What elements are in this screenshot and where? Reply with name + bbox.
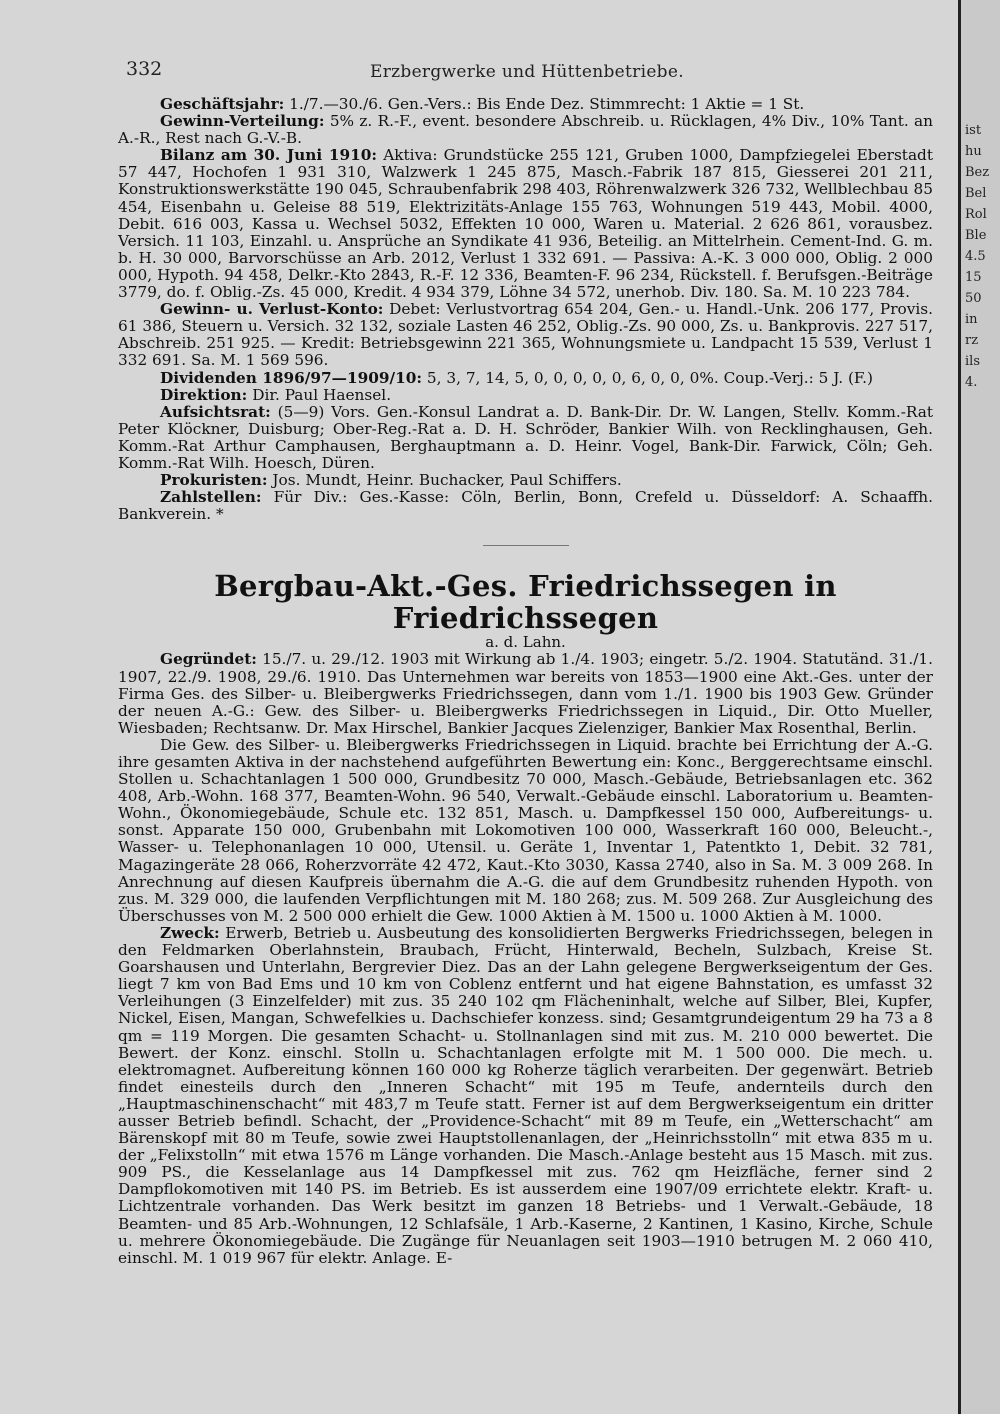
purpose-text: Erwerb, Betrieb u. Ausbeutung des konsolidierten Bergwerks Friedrichssegen, belegen in den Feldmarken Oberlahnstein, Braubach, Frücht, Hinterwald, Becheln, Sulzbach, Kreise St. Goarshausen und Unterlahn, Bergrevier Diez. Das an der Lahn gelegene Bergwerkseigentum der Ges. liegt 7 km von Bad Ems und 10 km von Coblenz entfernt und hat eigene Bahnstation, es umfasst 32 Verleihungen (3 Einzelfelder) mit zus. 35 240 102 qm Flächeninhalt, welche auf Silber, Blei, Kupfer, Nickel, Eisen, Mangan, Schwefelkies u. Dachschiefer konzess. sind; Gesamtgrundeigentum 29 ha 73 a 8 qm = 119 Morgen. Die gesamten Schacht- u. Stollnanlagen sind mit zus. M. 210 000 bewertet. Die Bewert. der Konz. einschl. Stolln u. Schachtanlagen erfolgte mit M. 1 500 000. Die mech. u. elektromagnet. Aufbereitung können 160 000 kg Roherze täglich verarbeiten. Der gegenwärt. Betrieb findet einesteils durch den „Inneren Schacht“ mit 195 m Teufe, andernteils durch den „Hauptmaschinenschacht“ mit 483,7 m Teufe statt. Ferner ist auf dem Bergwerkseigentum ein dritter ausser Betrieb befindl. Schacht, der „Providence-Schacht“ mit 89 m Teufe, ein „Wetterschacht“ am Bärenskopf mit 80 m Teufe, sowie zwei Hauptstollenanlagen, der „Heinrichsstolln“ mit etwa 835 m u. der „Felixstolln“ mit etwa 1576 m Länge vorhanden. Die Masch.-Anlage besteht aus 15 Masch. mit zus. 909 PS., die Kesselanlage aus 14 Dampfkessel mit zus. 762 qm Heizfläche, ferner sind 2 Dampflokomotiven mit 140 PS. im Betrieb. Es ist ausserdem eine 1907/09 errichtete elektr. Kraft- u. Lichtzentrale vorhanden. Das Werk besitzt im ganzen 18 Betriebs- und 1 Verwalt.-Gebäude, 18 Beamten- und 85 Arb.-Wohnungen, 12 Schlafsäle, 1 Arb.-Kaserne, 2 Kantinen, 1 Kasino, Kirche, Schule u. mehrere Ökonomiegebäude. Die Zugänge für Neuanlagen seit 1903—1910 betrugen M. 2 060 410, einschl. M. 1 019 967 für elektr. Anlage. E-: [118, 923, 933, 1267]
entry-paragraph: [118, 147, 933, 301]
entry-text: Aktiva: Grundstücke 255 121, Gruben 1000, Dampfziegelei Eberstadt 57 447, Hochofen 1 931 310, Walzwerk 1 245 875, Masch.-Fabrik 187 815, Giesserei 201 211, Konstruktionswerkstätte 190 045, Schraubenfabrik 298 403, Röhrenwalzwerk 326 732, Wellblechbau 85 454, Eisenbahn u. Geleise 88 519, Elektrizitäts-Anlage 155 763, Wohnungen 519 443, Mobil. 4000, Debit. 616 003, Kassa u. Wechsel 5032, Effekten 10 000, Waren u. Material. 2 626 861, vorausbez. Versich. 11 103, Einzahl. u. Ansprüche an Syndikate 41 936, Beteilig. an Mittelrhein. Cement-Ind. G. m. b. H. 30 000, Barvorschüsse an Arb. 2012, Verlust 1 332 691. — Passiva: A.-K. 3 000 000, Oblig. 2 000 000, Hypoth. 94 458, Delkr.-Kto 2843, R.-F. 12 336, Beamten-F. 96 234, Rückstell. f. Berufsgen.-Beiträge 3779, do. f. Oblig.-Zs. 45 000, Kredit. 4 934 379, Löhne 34 572, unerhob. Div. 180. Sa. M. 10 223 784.: [118, 146, 934, 302]
entry-text: Dir. Paul Haensel.: [247, 385, 392, 404]
entry-label: Gewinn- u. Verlust-Konto:: [160, 300, 384, 319]
edge-fragment: 15: [965, 270, 982, 285]
entry-label: Zahlstellen:: [160, 488, 262, 507]
edge-fragment: Rol: [965, 207, 987, 222]
edge-fragment: rz: [965, 333, 979, 348]
entry-label: Gewinn-Verteilung:: [160, 112, 325, 131]
purpose-paragraph: [118, 925, 933, 1267]
company-subtitle: a. d. Lahn.: [485, 633, 566, 652]
edge-fragment: ist: [965, 123, 982, 138]
company-title: Bergbau-Akt.-Ges. Friedrichssegen in Friedrichssegen: [214, 569, 837, 636]
running-head: Erzbergwerke und Hüttenbetriebe.: [370, 62, 684, 82]
adjacent-page-edge: [958, 0, 1000, 1414]
edge-fragment: 50: [965, 291, 982, 306]
page-number: 332: [126, 58, 163, 80]
entry-text: Debet: Verlustvortrag 654 204, Gen.- u. Handl.-Unk. 206 177, Provis. 61 386, Steuern u. Versich. 32 132, soziale Lasten 46 252, Oblig.-Zs. 90 000, Zs. u. Bankprovis. 227 517, Abschreib. 251 925. — Kredit: Betriebsgewinn 221 365, Wohnungsmiete u. Landpacht 15 539, Verlust 1 332 691. Sa. M. 1 569 596.: [118, 300, 933, 370]
entry-paragraph: [118, 404, 933, 472]
entry-text: Jos. Mundt, Heinr. Buchacker, Paul Schiffers.: [267, 471, 622, 490]
entry-paragraph: [118, 489, 933, 523]
founded-text: 15./7. u. 29./12. 1903 mit Wirkung ab 1./4. 1903; eingetr. 5./2. 1904. Statutänd. 31./1. 1907, 22./9. 1908, 29./6. 1910. Das Unternehmen war bereits von 1853—1900 eine Akt.-Ges. unter der Firma Ges. des Silber- u. Bleibergwerks Friedrichssegen, dann vom 1./1. 1900 bis 1903 Gew. Gründer der neuen A.-G.: Gew. des Silber- u. Bleibergwerks Friedrichssegen in Liquid., Dir. Otto Mueller, Wiesbaden; Rechtsanw. Dr. Max Hirschel, Bankier Jacques Zielenziger, Bankier Max Rosenthal, Berlin.: [118, 650, 933, 737]
edge-fragment: Bez: [965, 165, 990, 180]
entry-label: Prokuristen:: [160, 471, 268, 490]
entry-text: Für Div.: Ges.-Kasse: Cöln, Berlin, Bonn, Crefeld u. Düsseldorf: A. Schaaffh. Bankverein. *: [118, 488, 933, 524]
founded-label: Gegründet:: [160, 650, 257, 669]
entry-label: Dividenden 1896/97—1909/10:: [160, 368, 423, 387]
entry-paragraph: [118, 387, 933, 404]
entry-paragraph: [118, 113, 933, 147]
section-divider: [483, 545, 569, 546]
entry-paragraph: [118, 370, 933, 387]
founded-paragraph: [118, 651, 933, 736]
entry-paragraph: [118, 301, 933, 369]
edge-fragment: ils: [965, 354, 980, 369]
entry-label: Direktion:: [160, 385, 248, 404]
entry-text: (5—9) Vors. Gen.-Konsul Landrat a. D. Bank-Dir. Dr. W. Langen, Stellv. Komm.-Rat Peter Klöckner, Duisburg; Ober-Reg.-Rat a. D. H. Schröder, Bankier Wilh. von Recklinghausen, Geh. Komm.-Rat Arthur Camphausen, Berghauptmann a. D. Heinr. Vogel, Bank-Dir. Farwick, Cöln; Geh. Komm.-Rat Wilh. Hoesch, Düren.: [118, 402, 933, 472]
edge-fragment: Ble: [965, 228, 987, 243]
entry-text: 5, 3, 7, 14, 5, 0, 0, 0, 0, 0, 6, 0, 0, 0%. Coup.-Verj.: 5 J. (F.): [422, 368, 873, 387]
entry-text: 5% z. R.-F., event. besondere Abschreib. u. Rücklagen, 4% Div., 10% Tant. an A.-R., Rest nach G.-V.-B.: [118, 112, 933, 148]
entry-paragraph: [118, 96, 933, 113]
page-header: [0, 58, 958, 88]
edge-fragment: in: [965, 312, 978, 327]
entry-paragraph: [118, 472, 933, 489]
edge-fragment: 4.5: [965, 249, 986, 264]
entry-text: 1./7.—30./6. Gen.-Vers.: Bis Ende Dez. Stimmrecht: 1 Aktie = 1 St.: [284, 95, 805, 113]
entry-label: Aufsichtsrat:: [160, 402, 271, 421]
company-section-previous: [118, 96, 933, 523]
edge-fragment: 4.: [965, 375, 978, 390]
edge-fragment: hu: [965, 144, 982, 159]
entry-label: Geschäftsjahr:: [160, 95, 285, 113]
edge-fragment: Bel: [965, 186, 987, 201]
page-body: [118, 96, 933, 1267]
entry-label: Bilanz am 30. Juni 1910:: [160, 146, 378, 165]
assets-paragraph: Die Gew. des Silber- u. Bleibergwerks Friedrichssegen in Liquid. brachte bei Errichtung der A.-G. ihre gesamten Aktiva in der nachstehend aufgeführten Bewertung ein: Konc., Berggerechtsame einschl. Stollen u. Schachtanlagen 1 500 000, Grundbesitz 70 000, Masch.-Gebäude, Betriebsanlagen etc. 362 408, Arb.-Wohn. 168 377, Beamten-Wohn. 96 540, Verwalt.-Gebäude einschl. Laboratorium u. Beamten-Wohn., Ökonomiegebäude, Schule etc. 132 851, Masch. u. Dampfkessel 150 000, Aufbereitungs- u. sonst. Apparate 150 000, Grubenbahn mit Lokomotiven 100 000, Wasserkraft 160 000, Beleucht.-, Wasser- u. Telephonanlagen 10 000, Utensil. u. Geräte 1, Inventar 1, Patentkto 1, Debit. 32 781, Magazingeräte 28 066, Roherzvorräte 42 472, Kaut.-Kto 3030, Kassa 2740, also in Sa. M. 3 009 268. In Anrechnung auf diesen Kaufpreis übernahm die A.-G. die auf dem Grundbesitz ruhenden Hypoth. von zus. M. 329 000, die laufenden Verpflichtungen mit M. 180 268; zus. M. 509 268. Zur Ausgleichung des Überschusses von M. 2 500 000 erhielt die Gew. 1000 Aktien à M. 1500 u. 1000 Aktien à M. 1000.: [118, 735, 933, 925]
purpose-label: Zweck:: [160, 923, 220, 942]
